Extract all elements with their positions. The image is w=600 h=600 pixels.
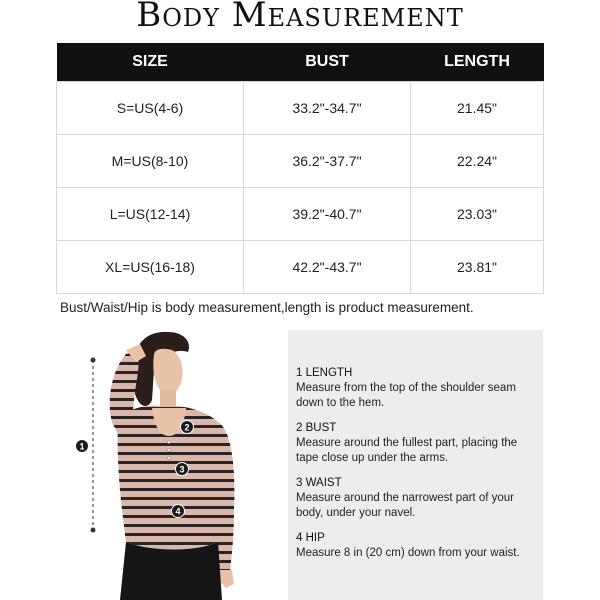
instruction-text: Measure from the top of the shoulder seam down to the hem. [296,382,516,409]
instruction-waist [296,476,536,521]
marker-2 [181,421,194,434]
black-pants [120,542,222,600]
cell-bust: 42.2"-43.7" [244,241,411,294]
cell-length: 23.81" [411,241,544,294]
cell-length: 22.24" [411,135,544,188]
measurement-guide-panel [56,330,543,600]
instruction-text: Measure around the fullest part, placing the tape close up under the arms. [296,437,518,464]
table-row [57,135,544,188]
header-size: SIZE [57,43,244,82]
cell-length: 23.03" [411,188,544,241]
cell-length: 21.45" [411,82,544,135]
marker-4-label: 4 [175,506,181,517]
table-row [57,241,544,294]
header-length: LENGTH [411,43,544,82]
marker-1-label: 1 [79,441,85,452]
instruction-hip [296,531,536,561]
marker-3-label: 3 [179,464,185,475]
table-header-row [57,43,544,82]
cell-size: S=US(4-6) [57,82,244,135]
cell-size: M=US(8-10) [57,135,244,188]
table-row [57,188,544,241]
instruction-length [296,366,536,411]
cell-size: L=US(12-14) [57,188,244,241]
instruction-text: Measure around the narrowest part of your body, under your navel. [296,492,514,519]
measurement-note: Bust/Waist/Hip is body measurement,length is product measurement. [60,300,474,315]
cell-bust: 33.2"-34.7" [244,82,411,135]
cell-size: XL=US(16-18) [57,241,244,294]
marker-2-label: 2 [184,422,190,433]
instruction-heading: 1 LENGTH [296,367,353,379]
page-title: Body Measurement [136,0,464,35]
instruction-bust [296,421,536,466]
model-photo [56,330,288,600]
measurement-instructions [296,366,536,571]
marker-1 [76,440,89,453]
instruction-heading: 3 WAIST [296,477,342,489]
cell-bust: 36.2"-37.7" [244,135,411,188]
marker-4 [172,505,185,518]
size-chart-table [56,43,544,294]
model-illustration [56,330,288,600]
header-bust: BUST [244,43,411,82]
instruction-heading: 4 HIP [296,532,325,544]
instruction-heading: 2 BUST [296,422,337,434]
marker-3 [176,463,189,476]
table-row [57,82,544,135]
instruction-text: Measure 8 in (20 cm) down from your waist. [296,547,520,559]
cell-bust: 39.2"-40.7" [244,188,411,241]
